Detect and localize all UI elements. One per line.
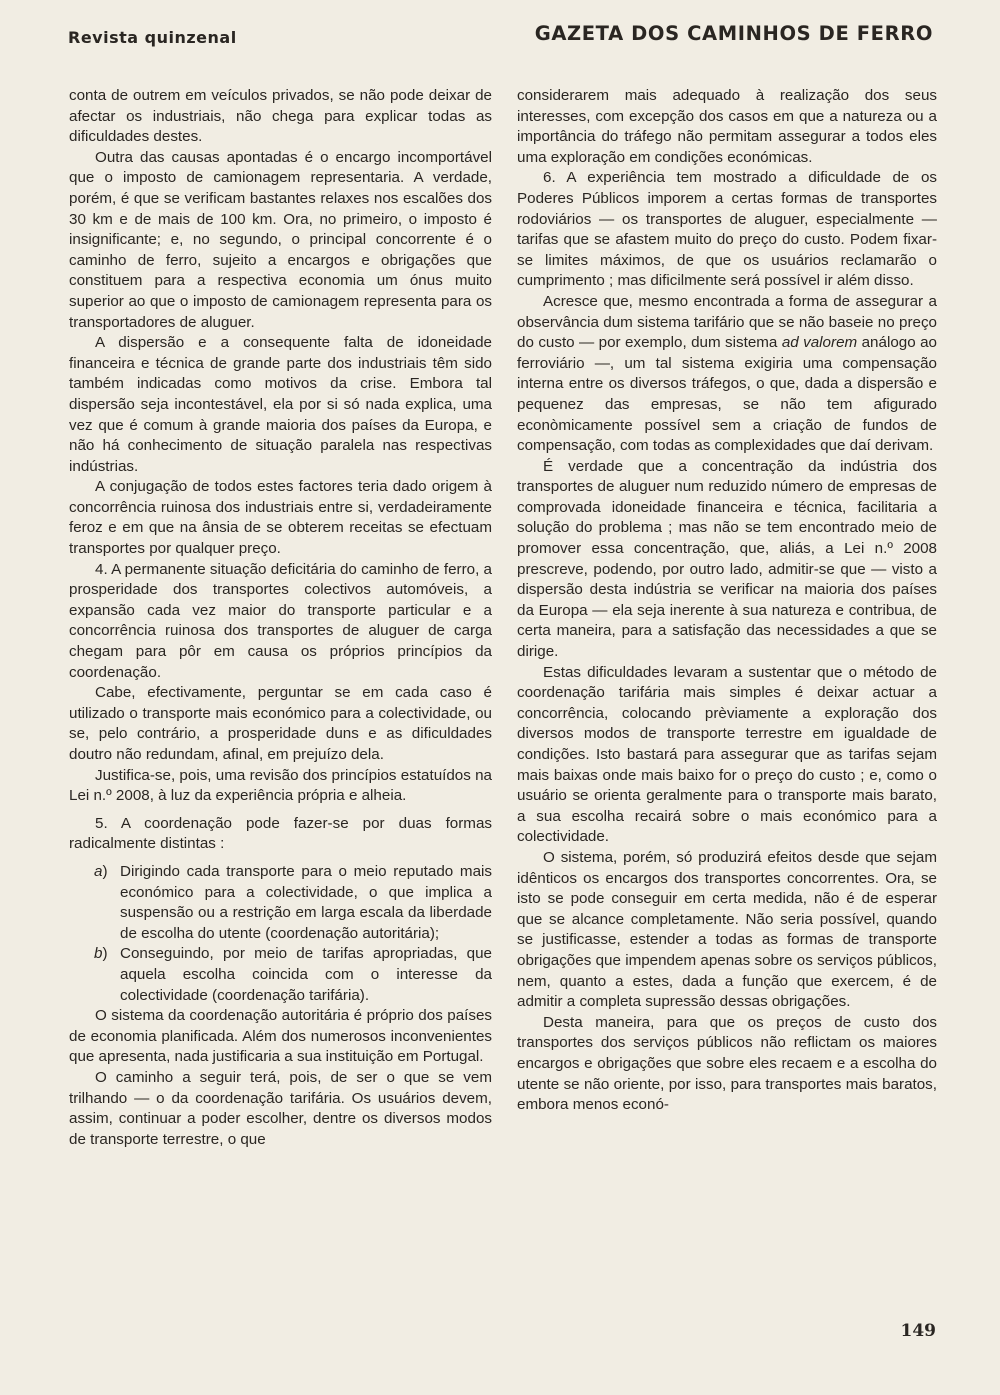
paragraph: Cabe, efectivamente, perguntar se em cada caso é utilizado o transporte mais económico para a colectividade, ou se, pelo contrário, a prosperidade duns e as dificuldades doutro não redundam, afinal, em prejuízo dela. <box>69 684 492 763</box>
paragraph: O caminho a seguir terá, pois, de ser o que se vem trilhando — o da coordenação tarifária. Os usuários devem, assim, continuar a poder escolher, dentre os diversos modos de transporte terrestre, o que <box>69 1068 492 1148</box>
paragraph: 4. A permanente situação deficitária do caminho de ferro, a prosperidade dos transportes colectivos automóveis, a expansão cada vez maior do transporte particular e a concorrência ruinosa dos transportes de aluguer de carga chegam para pôr em causa os próprios princípios da coordenação. <box>69 560 492 681</box>
paragraph: Outra das causas apontadas é o encargo incomportável que o imposto de camionagem representaria. A verdade, porém, é que se verificam bastantes relaxes nos escalões dos 30 km e de mais de 100 km. Ora, no primeiro, o imposto é insignificante; e, no segundo, o principal concorrente é o caminho de ferro, sujeito a encargos e obrigações que constituem para a respectiva economia um ónus muito superior ao que o imposto de camionagem representa para os transportadores de aluguer. <box>69 148 492 331</box>
list-marker-a: a) <box>94 862 108 880</box>
list-item-a <box>69 862 492 944</box>
running-header <box>68 22 933 52</box>
paragraph: Acresce que, mesmo encontrada a forma de assegurar a observância dum sistema tarifário que se não baseie no preço do custo — por exemplo, dum sistema ad valorem análogo ao ferroviário —, um tal sistema exigiria uma compensação interna entre os diversos tráfegos, o que, dada a dispersão e pequenez das empresas, se não tem afigurado econòmicamente possível sem a criação de fundos de compensação, com todas as complexidades que daí derivam. <box>517 292 937 455</box>
paragraph: conta de outrem em veículos privados, se não pode deixar de afectar os industriais, não chega para explicar todas as dificuldades destes. <box>69 87 492 146</box>
running-head-left: Revista quinzenal <box>68 28 237 47</box>
paragraph: Estas dificuldades levaram a sustentar que o método de coordenação tarifária mais simples é deixar actuar a concorrência, colocando prèviamente a exploração dos diversos modos de transporte terrestre em igualdade de condições. Isto bastará para assegurar que as tarifas sejam mais baixas onde mais baixo for o preço do custo ; e, como o usuário se orienta geralmente para o transporte mais barato, a sua escolha recairá sobre o mais económico para a colectividade. <box>517 663 937 846</box>
list-item-text: Conseguindo, por meio de tarifas apropriadas, que aquela escolha coincida com o interesse da colectividade (coordenação tarifária). <box>120 945 492 1004</box>
page-number: 149 <box>900 1321 936 1341</box>
list-item-text: Dirigindo cada transporte para o meio reputado mais económico para a colectividade, o que implica a suspensão ou a restrição em larga escala da liberdade de escolha do utente (coordenação autoritária); <box>120 862 492 942</box>
paragraph: Justifica-se, pois, uma revisão dos princípios estatuídos na Lei n.º 2008, à luz da experiência própria e alheia. <box>69 766 492 805</box>
list-marker-b: b) <box>94 945 108 963</box>
paragraph: O sistema da coordenação autoritária é próprio dos países de economia planificada. Além dos numerosos inconvenientes que apresenta, nada justificaria a sua instituição em Portugal. <box>69 1007 492 1066</box>
paragraph: considerarem mais adequado à realização dos seus interesses, com excepção dos casos em que a natureza ou a importância do tráfego não permitam assegurar a todos eles uma exploração em condições económicas. <box>517 87 937 166</box>
list-item-b <box>69 944 492 1006</box>
running-head-right: GAZETA DOS CAMINHOS DE FERRO <box>534 22 933 45</box>
paragraph: É verdade que a concentração da indústria dos transportes de aluguer num reduzido número de empresas de comprovada idoneidade financeira e técnica, facilitaria a solução do problema ; mas não se tem encontrado meio de promover essa concentração, que, aliás, a Lei n.º 2008 prescreve, podendo, por outro lado, admitir-se que — visto a dispersão desta indústria se verificar na maioria dos países da Europa — ela seja inerente à sua natureza e contribua, de certa maneira, para a satisfação das necessidades a que se dirige. <box>517 457 937 661</box>
paragraph: A dispersão e a consequente falta de idoneidade financeira e técnica de grande parte dos industriais têm sido também indicadas como motivos da crise. Embora tal dispersão seja incontestável, ela por si só nada explica, uma vez que é comum à grande maioria dos países da Europa, e não há conhecimento de situação paralela nas respectivas indústrias. <box>69 334 492 475</box>
paragraph: Desta maneira, para que os preços de custo dos transportes dos serviços públicos não reflictam os maiores encargos e obrigações que sobre eles recaem e a escolha do utente se não oriente, por isso, para transportes mais baratos, embora menos econó- <box>517 1013 937 1114</box>
paragraph: 5. A coordenação pode fazer-se por duas formas radicalmente distintas : <box>69 814 492 853</box>
paragraph: 6. A experiência tem mostrado a dificuldade de os Poderes Públicos imporem a certas formas de transportes rodoviários — os transportes de aluguer, especialmente — tarifas que se afastem muito do preço do custo. Podem fixar-se limites máximos, de que os usuários reclamarão o cumprimento ; mas dificilmente será possível ir além disso. <box>517 169 937 290</box>
italic-term: ad valorem <box>781 334 858 352</box>
right-column <box>517 86 937 1116</box>
left-column <box>69 86 492 1150</box>
paragraph: O sistema, porém, só produzirá efeitos desde que sejam idênticos os encargos dos transportes concorrentes. Ora, se isto se pode conseguir em certa medida, não é de esperar que se alcance completamente. Não seria possível, quando se justificasse, estender a todas as formas de transporte obrigações que impendem apenas sobre os serviços públicos, nem, quanto a estes, dada a função que exercem, é de admitir a completa supressão dessas obrigações. <box>517 848 937 1011</box>
paragraph: A conjugação de todos estes factores teria dado origem à concorrência ruinosa dos industriais entre si, verdadeiramente feroz e em que na ânsia de se obterem receitas se efectuam transportes por qualquer preço. <box>69 478 492 558</box>
